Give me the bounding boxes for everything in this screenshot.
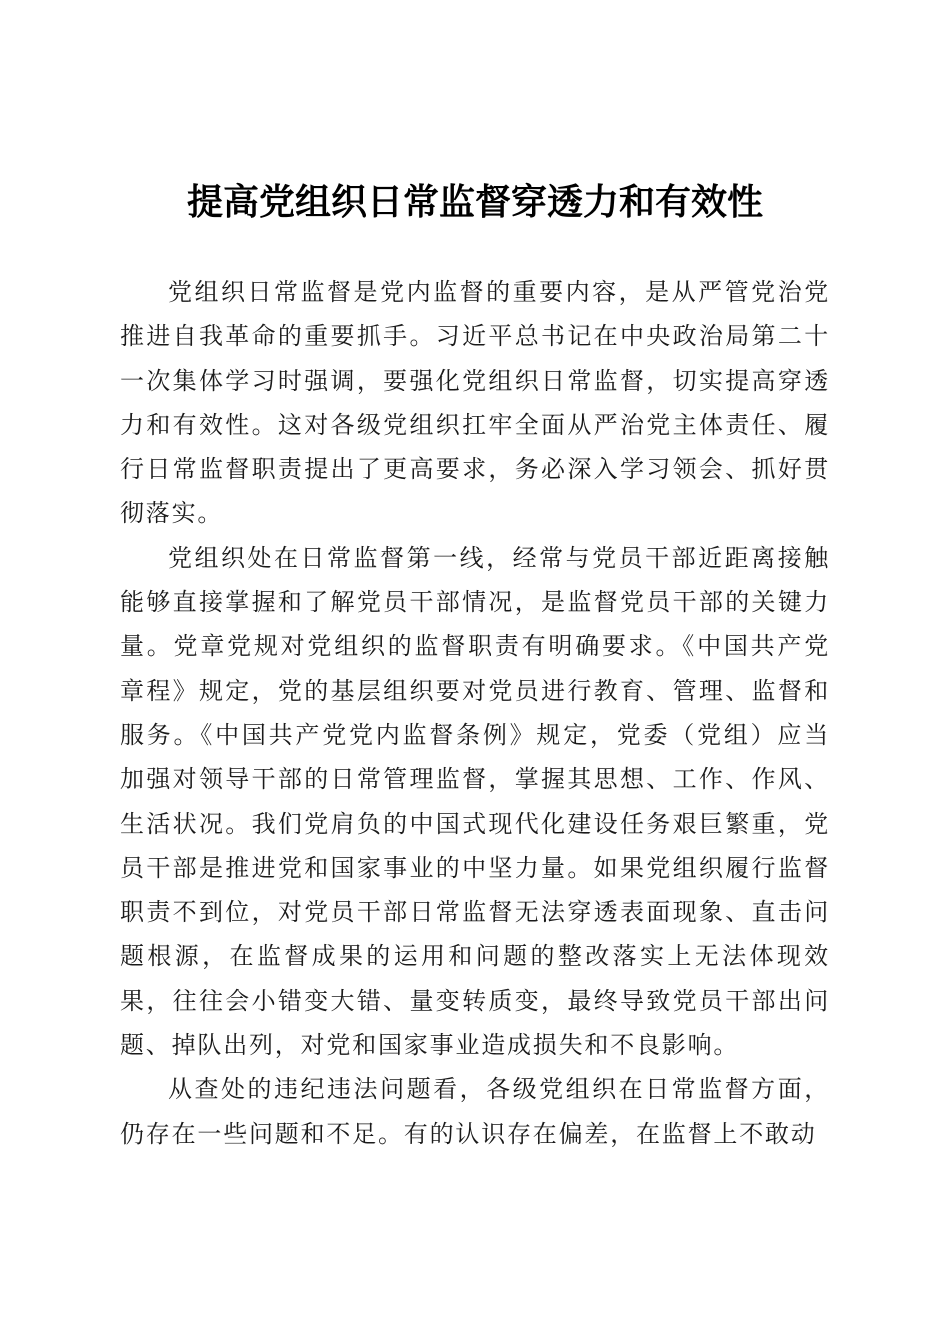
document-body xyxy=(120,270,830,1156)
paragraph-2: 党组织处在日常监督第一线，经常与党员干部近距离接触能够直接掌握和了解党员干部情况，是监督党员干部的关键力量。党章党规对党组织的监督职责有明确要求。《中国共产党章程》规定，党的基层组织要对党员进行教育、管理、监督和服务。《中国共产党党内监督条例》规定，党委（党组）应当加强对领导干部的日常管理监督，掌握其思想、工作、作风、生活状况。我们党肩负的中国式现代化建设任务艰巨繁重，党员干部是推进党和国家事业的中坚力量。如果党组织履行监督职责不到位，对党员干部日常监督无法穿透表面现象、直击问题根源，在监督成果的运用和问题的整改落实上无法体现效果，往往会小错变大错、量变转质变，最终导致党员干部出问题、掉队出列，对党和国家事业造成损失和不良影响。 xyxy=(120,543,830,1060)
paragraph-3: 从查处的违纪违法问题看，各级党组织在日常监督方面，仍存在一些问题和不足。有的认识存在偏差，在监督上不敢动 xyxy=(120,1075,830,1148)
document-title: 提高党组织日常监督穿透力和有效性 xyxy=(186,181,763,223)
paragraph-1: 党组织日常监督是党内监督的重要内容，是从严管党治党推进自我革命的重要抓手。习近平总书记在中央政治局第二十一次集体学习时强调，要强化党组织日常监督，切实提高穿透力和有效性。这对各级党组织扛牢全面从严治党主体责任、履行日常监督职责提出了更高要求，务必深入学习领会、抓好贯彻落实。 xyxy=(120,278,830,528)
